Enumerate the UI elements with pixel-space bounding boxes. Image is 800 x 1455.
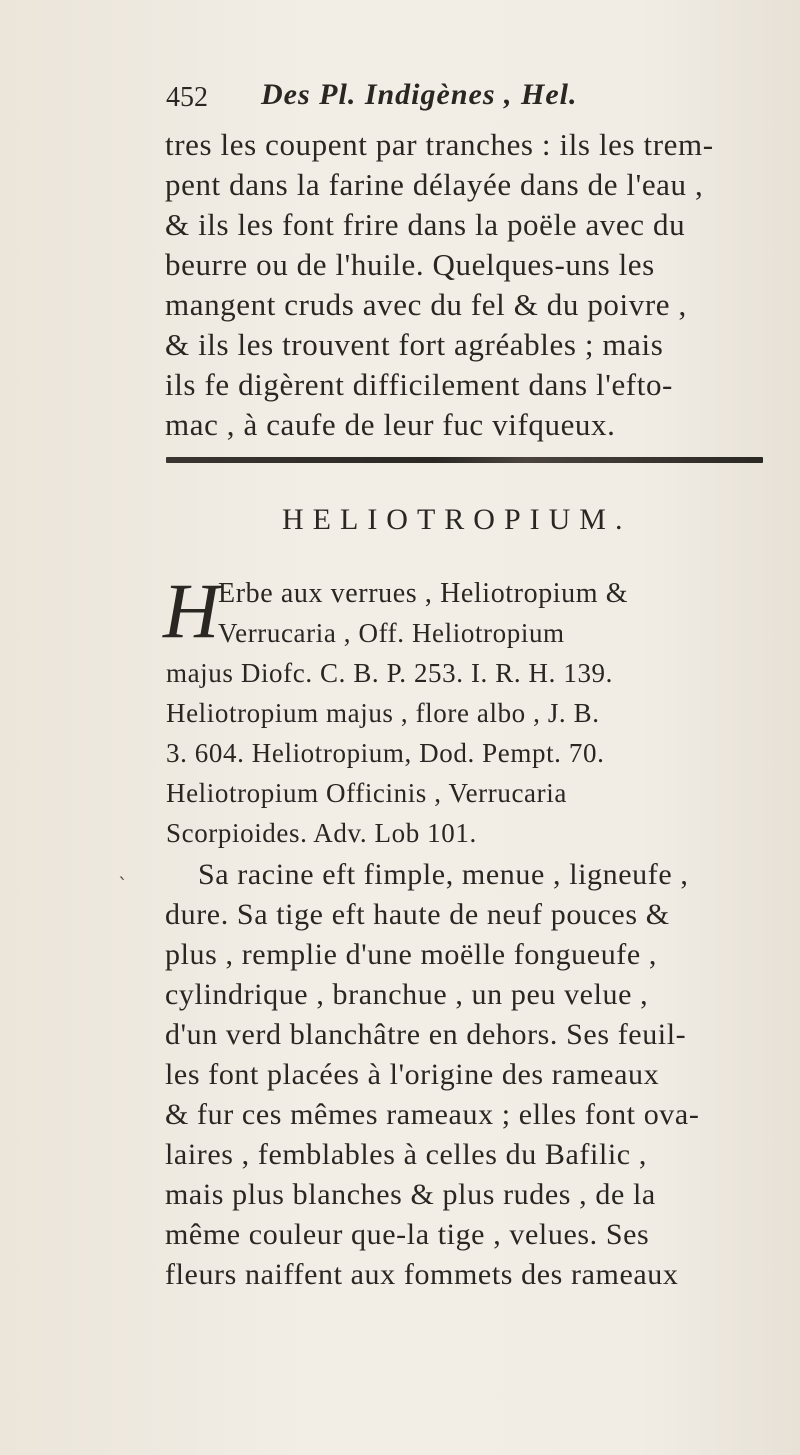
synonym-line: 3. 604. Heliotropium, Dod. Pempt. 70. [166, 738, 605, 768]
text-line: même couleur que-la tige , velues. Ses [165, 1218, 650, 1251]
text-line: mais plus blanches & plus rudes , de la [165, 1178, 656, 1211]
section-title: HELIOTROPIUM. [282, 503, 632, 536]
text-line: & ils les trouvent fort agréables ; mais [165, 327, 664, 362]
text-line: fleurs naiffent aux fommets des rameaux [165, 1258, 679, 1291]
drop-cap: H [163, 567, 220, 654]
text-line: mangent cruds avec du fel & du poivre , [165, 287, 687, 322]
synonym-line: Verrucaria , Off. Heliotropium [218, 618, 565, 648]
text-line: Sa racine eft fimple, menue , ligneufe , [198, 858, 689, 891]
section-divider-rule [166, 457, 763, 463]
text-line: ils fe digèrent difficilement dans l'efto- [165, 367, 673, 402]
text-line: pent dans la farine délayée dans de l'eau , [165, 167, 704, 202]
margin-mark: ˋ [118, 873, 128, 897]
synonym-line: Erbe aux verrues , Heliotropium & [218, 578, 629, 609]
page-header [166, 78, 766, 118]
text-line: les font placées à l'origine des rameaux [165, 1058, 660, 1091]
text-line: d'un verd blanchâtre en dehors. Ses feuil- [165, 1018, 687, 1051]
text-line: cylindrique , branchue , un peu velue , [165, 978, 649, 1011]
text-line: dure. Sa tige eft haute de neuf pouces & [165, 898, 670, 931]
page-number: 452 [166, 82, 208, 113]
text-line: laires , femblables à celles du Bafilic , [165, 1138, 647, 1171]
synonym-line: Heliotropium majus , flore albo , J. B. [166, 698, 600, 728]
text-line: & ils les font frire dans la poële avec du [165, 207, 686, 242]
text-line: tres les coupent par tranches : ils les trem- [165, 127, 714, 162]
text-line: & fur ces mêmes rameaux ; elles font ova- [165, 1098, 700, 1131]
running-title: Des Pl. Indigènes , Hel. [261, 78, 578, 111]
text-line: beurre ou de l'huile. Quelques-uns les [165, 247, 655, 282]
text-line: mac , à caufe de leur fuc vifqueux. [165, 407, 616, 442]
text-line: plus , remplie d'une moëlle fongueufe , [165, 938, 658, 971]
synonym-line: majus Diofc. C. B. P. 253. I. R. H. 139. [166, 658, 614, 688]
synonym-line: Heliotropium Officinis , Verrucaria [166, 778, 567, 808]
synonym-line: Scorpioides. Adv. Lob 101. [166, 818, 477, 848]
